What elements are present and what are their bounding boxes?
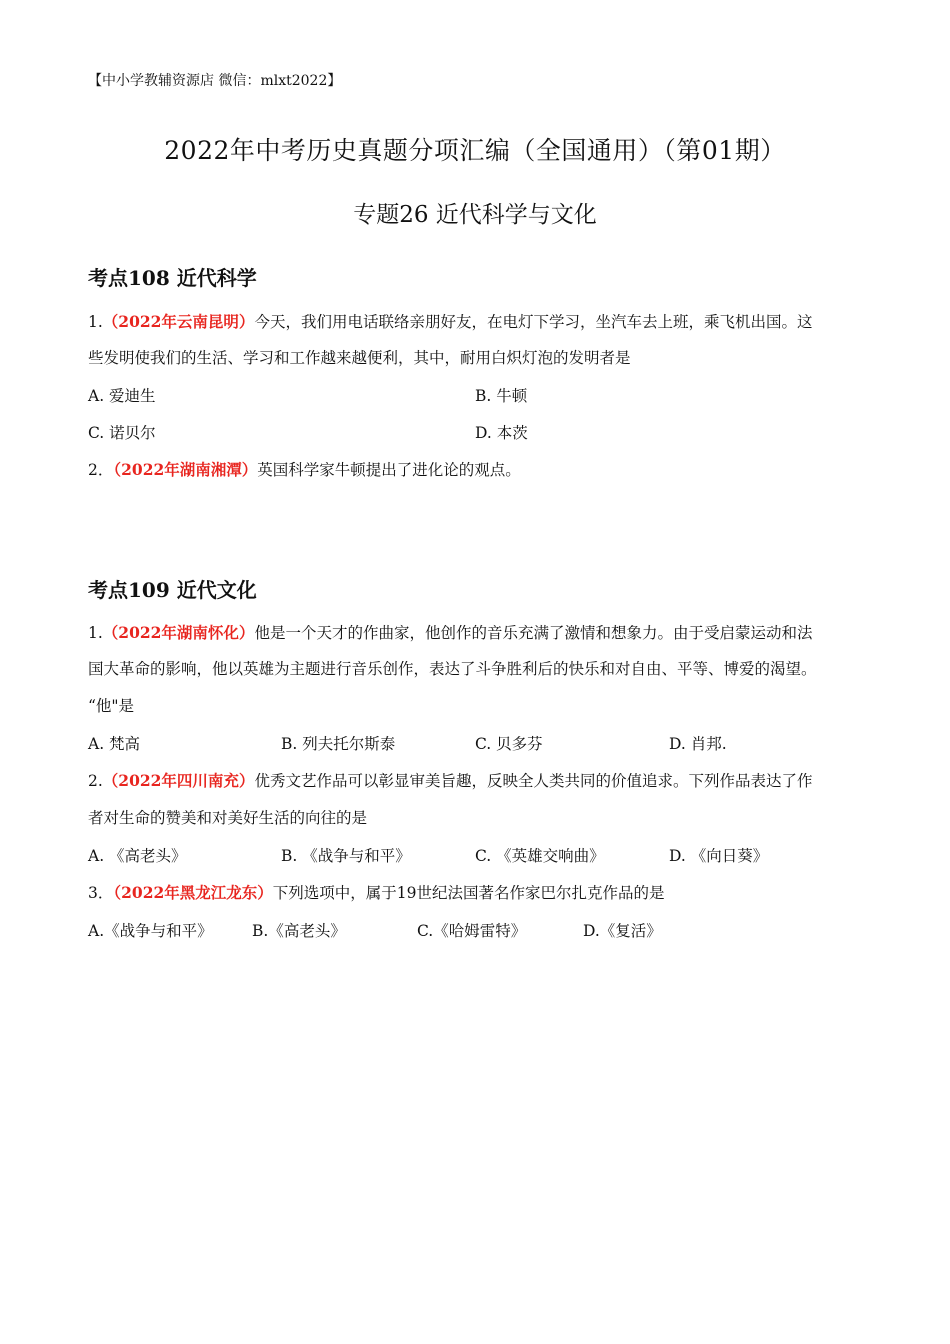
question-text: 他是一个天才的作曲家，他创作的音乐充满了激情和想象力。由于受启蒙运动和法 [254, 624, 813, 642]
question-text: 今天，我们用电话联络亲朋好友，在电灯下学习，坐汽车去上班，乘飞机出国。这 [254, 313, 813, 331]
question-source: （2022年湖南怀化） [102, 623, 255, 642]
question-1-line-3: “他"是 [88, 697, 135, 715]
question-2-line-2: 者对生命的赞美和对美好生活的向往的是 [88, 809, 368, 827]
document-subtitle: 专题26 近代科学与文化 [353, 202, 597, 228]
option-a[interactable]: A. 《高老头》 [88, 847, 187, 865]
section-heading-modern-science: 考点108 近代科学 [88, 266, 257, 290]
question-source: （2022年黑龙江龙东） [113, 883, 273, 902]
option-c[interactable]: C. 诺贝尔 [88, 424, 156, 442]
option-a[interactable]: A. 爱迪生 [88, 387, 156, 405]
option-b[interactable]: B.《高老头》 [252, 922, 346, 940]
option-c[interactable]: C.《哈姆雷特》 [417, 922, 527, 940]
question-source: （2022年四川南充） [102, 771, 255, 790]
question-text: 下列选项中，属于19世纪法国著名作家巴尔扎克作品的是 [272, 884, 665, 902]
question-2-line-1 [88, 769, 812, 791]
question-1-line-2: 些发明使我们的生活、学习和工作越来越便利，其中，耐用白炽灯泡的发明者是 [88, 349, 631, 367]
question-1-line-2: 国大革命的影响，他以英雄为主题进行音乐创作，表达了斗争胜利后的快乐和对自由、平等、博爱的渴望。 [88, 660, 817, 678]
option-b[interactable]: B. 《战争与和平》 [281, 847, 411, 865]
question-1-line-1 [88, 310, 812, 332]
option-a[interactable]: A.《战争与和平》 [88, 922, 213, 940]
question-3-line-1 [88, 881, 665, 903]
question-text: 优秀文艺作品可以彰显审美旨趣，反映全人类共同的价值追求。下列作品表达了作 [254, 772, 813, 790]
option-d[interactable]: D. 本茨 [475, 424, 528, 442]
option-d[interactable]: D.《复活》 [583, 922, 662, 940]
watermark-text: 【中小学教辅资源店 微信：mlxt2022】 [88, 73, 342, 89]
question-source: （2022年云南昆明） [102, 312, 255, 331]
option-a[interactable]: A. 梵高 [88, 735, 141, 753]
document-title: 2022年中考历史真题分项汇编（全国通用）（第01期） [164, 136, 786, 165]
option-c[interactable]: C. 《英雄交响曲》 [475, 847, 605, 865]
question-1-line-1 [88, 621, 812, 643]
option-d[interactable]: D. 《向日葵》 [669, 847, 769, 865]
section-heading-modern-culture: 考点109 近代文化 [88, 578, 257, 602]
question-2-line-1 [88, 458, 521, 480]
question-number: 2. [88, 772, 103, 790]
option-d[interactable]: D. 肖邦. [669, 735, 727, 753]
option-c[interactable]: C. 贝多芬 [475, 735, 543, 753]
option-b[interactable]: B. 列夫托尔斯泰 [281, 735, 396, 753]
question-number: 1. [88, 624, 103, 642]
option-b[interactable]: B. 牛顿 [475, 387, 528, 405]
question-number: 3． [88, 884, 114, 902]
question-text: 英国科学家牛顿提出了进化论的观点。 [257, 461, 521, 479]
question-number: 2． [88, 461, 114, 479]
question-number: 1. [88, 313, 103, 331]
question-source: （2022年湖南湘潭） [113, 460, 258, 479]
